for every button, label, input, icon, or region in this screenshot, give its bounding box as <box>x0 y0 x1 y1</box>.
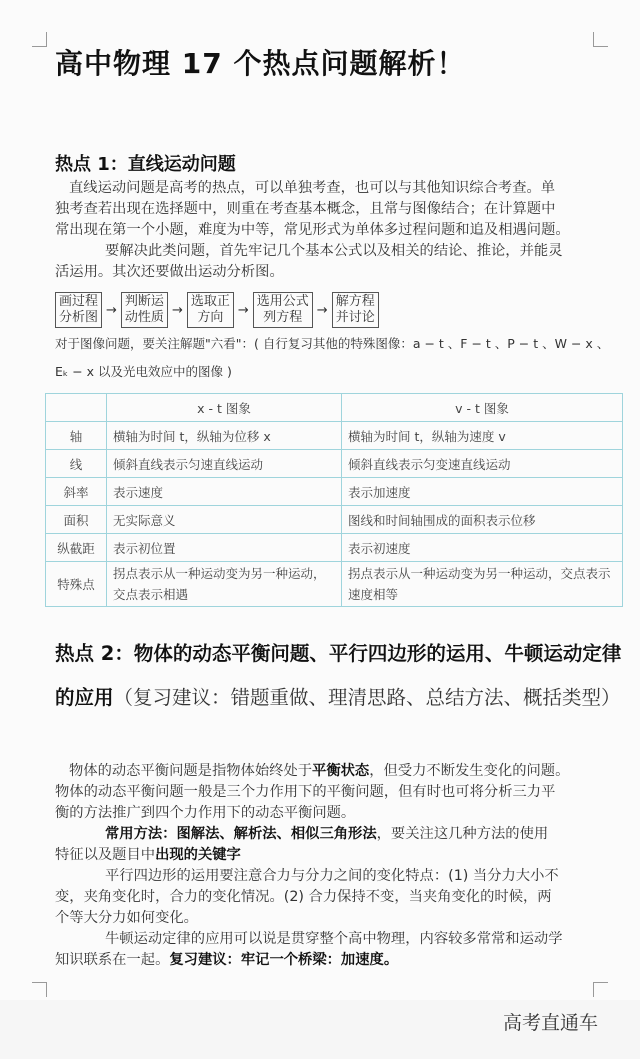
text-segment: 个等大分力如何变化。 <box>55 910 198 926</box>
image-note-line-1: 对于图像问题，要关注解题"六看"：( 自行复习其他的特殊图像：a − t 、F − t 、P − t 、W − x 、 <box>55 336 610 351</box>
text-line <box>55 866 630 887</box>
flow-step-text: 解方程 <box>335 294 375 309</box>
flow-step-text: 选取正 <box>190 294 230 309</box>
watermark: 高考直通车 <box>503 1012 599 1034</box>
text-line <box>55 782 630 803</box>
row-label: 轴 <box>46 422 107 450</box>
text-segment: 物体的动态平衡问题是指物体始终处于 <box>69 763 313 779</box>
hotspot2-paragraph-4 <box>55 929 630 971</box>
hotspot1-paragraph-1 <box>55 178 630 241</box>
text-segment: 衡的方法推广到四个力作用下的动态平衡问题。 <box>55 805 356 821</box>
table-cell: 表示初速度 <box>342 534 623 562</box>
arrow-right-icon: → <box>237 302 249 318</box>
text-segment: 物体的动态平衡问题一般是三个力作用下的平衡问题，但有时也可将分析三力平 <box>55 784 556 800</box>
table-row <box>46 450 623 478</box>
text-segment: ，但受力不断发生变化的问题。 <box>369 763 570 779</box>
table-cell: 拐点表示从一种运动变为另一种运动，交点表示速度相等 <box>342 562 623 607</box>
table-cell: 拐点表示从一种运动变为另一种运动，交点表示相遇 <box>107 562 342 607</box>
hotspot1-heading: 热点 1：直线运动问题 <box>55 154 236 175</box>
text-line <box>55 761 630 782</box>
hotspot2-heading-advice: （复习建议：错题重做、理清思路、总结方法、概括类型） <box>113 686 621 709</box>
flow-step-text: 分析图 <box>59 310 99 325</box>
text-line <box>55 241 630 262</box>
crop-mark <box>593 982 608 997</box>
table-cell: 横轴为时间 t，纵轴为位移 x <box>107 422 342 450</box>
table-row <box>46 534 623 562</box>
image-note-line-2: Eₖ − x 以及光电效应中的图像 ) <box>55 364 232 379</box>
text-segment: ，要关注这几种方法的使用 <box>376 826 549 842</box>
table-cell: 表示加速度 <box>342 478 623 506</box>
table-cell: 倾斜直线表示匀速直线运动 <box>107 450 342 478</box>
text-line <box>55 262 630 283</box>
text-line <box>55 887 630 908</box>
row-label: 纵截距 <box>46 534 107 562</box>
crop-mark <box>32 32 47 47</box>
table-row <box>46 506 623 534</box>
text-segment: 独考查若出现在选择题中，则重在考查基本概念，且常与图像结合；在计算题中 <box>55 201 556 217</box>
hotspot2-paragraph-1 <box>55 761 630 824</box>
hotspot2-heading-title: 热点 2：物体的动态平衡问题、平行四边形的运用、牛顿运动定律的应用 <box>55 642 622 709</box>
table-cell: 表示速度 <box>107 478 342 506</box>
hotspot1-paragraph-2 <box>55 241 630 283</box>
document-title: 高中物理 17 个热点问题解析！ <box>55 47 466 80</box>
row-label: 面积 <box>46 506 107 534</box>
text-line <box>55 929 630 950</box>
table-cell: 表示初位置 <box>107 534 342 562</box>
flow-step-text: 画过程 <box>59 294 99 309</box>
text-segment: 知识联系在一起。 <box>55 952 170 968</box>
text-line <box>55 220 630 241</box>
row-label: 特殊点 <box>46 562 107 607</box>
text-line <box>55 178 630 199</box>
text-segment: 平行四边形的运用要注意合力与分力之间的变化特点：(1) 当分力大小不 <box>105 868 559 884</box>
table-cell: 倾斜直线表示匀变速直线运动 <box>342 450 623 478</box>
text-line <box>55 803 630 824</box>
text-segment: 活运用。其次还要做出运动分析图。 <box>55 264 284 280</box>
bold-text: 常用方法：图解法、解析法、相似三角形法 <box>105 826 377 842</box>
text-line <box>55 908 630 929</box>
text-segment: 常出现在第一个小题，难度为中等，常见形式为单体多过程问题和追及相遇问题。 <box>55 222 570 238</box>
bold-text: 平衡状态 <box>312 763 370 779</box>
row-label: 斜率 <box>46 478 107 506</box>
flow-step-text: 并讨论 <box>335 310 375 325</box>
text-line <box>55 845 630 866</box>
hotspot2-paragraph-2 <box>55 824 630 866</box>
flow-step <box>55 292 102 328</box>
text-line <box>55 199 630 220</box>
text-line <box>55 824 630 845</box>
crop-mark <box>593 32 608 47</box>
motion-graph-table <box>45 393 623 607</box>
table-row <box>46 422 623 450</box>
text-segment: 直线运动问题是高考的热点，可以单独考查，也可以与其他知识综合考查。单 <box>69 180 556 196</box>
arrow-right-icon: → <box>171 302 183 318</box>
table-row <box>46 562 623 607</box>
table-row <box>46 478 623 506</box>
crop-mark <box>32 982 47 997</box>
arrow-right-icon: → <box>316 302 328 318</box>
table-header: x - t 图象 <box>107 394 342 422</box>
text-segment: 要解决此类问题，首先牢记几个基本公式以及相关的结论、推论，并能灵 <box>105 243 563 259</box>
table-header: v - t 图象 <box>342 394 623 422</box>
flow-step-text: 列方程 <box>263 310 303 325</box>
flow-step <box>187 292 234 328</box>
flow-step-text: 方向 <box>197 310 224 325</box>
analysis-flowchart <box>55 292 379 328</box>
flow-step <box>121 292 168 328</box>
text-segment: 变，夹角变化时，合力的变化情况。(2) 合力保持不变，当夹角变化的时候，两 <box>55 889 552 905</box>
text-line <box>55 950 630 971</box>
table-cell: 无实际意义 <box>107 506 342 534</box>
table-cell: 图线和时间轴围成的面积表示位移 <box>342 506 623 534</box>
text-segment: 牛顿运动定律的应用可以说是贯穿整个高中物理，内容较多常常和运动学 <box>105 931 563 947</box>
table-cell: 横轴为时间 t，纵轴为速度 v <box>342 422 623 450</box>
text-segment: 特征以及题目中 <box>55 847 156 863</box>
table-header <box>46 394 107 422</box>
table-header-row <box>46 394 623 422</box>
flow-step-text: 判断运 <box>124 294 164 309</box>
arrow-right-icon: → <box>106 302 117 318</box>
hotspot2-heading <box>55 632 625 720</box>
hotspot2-paragraph-3 <box>55 866 630 929</box>
bold-text: 出现的关键字 <box>155 847 241 863</box>
row-label: 线 <box>46 450 107 478</box>
flow-step <box>253 292 313 328</box>
flow-step <box>332 292 379 328</box>
bold-text: 复习建议：牢记一个桥梁：加速度。 <box>169 952 399 968</box>
flow-step-text: 选用公式 <box>256 294 309 309</box>
flow-step-text: 动性质 <box>124 310 164 325</box>
